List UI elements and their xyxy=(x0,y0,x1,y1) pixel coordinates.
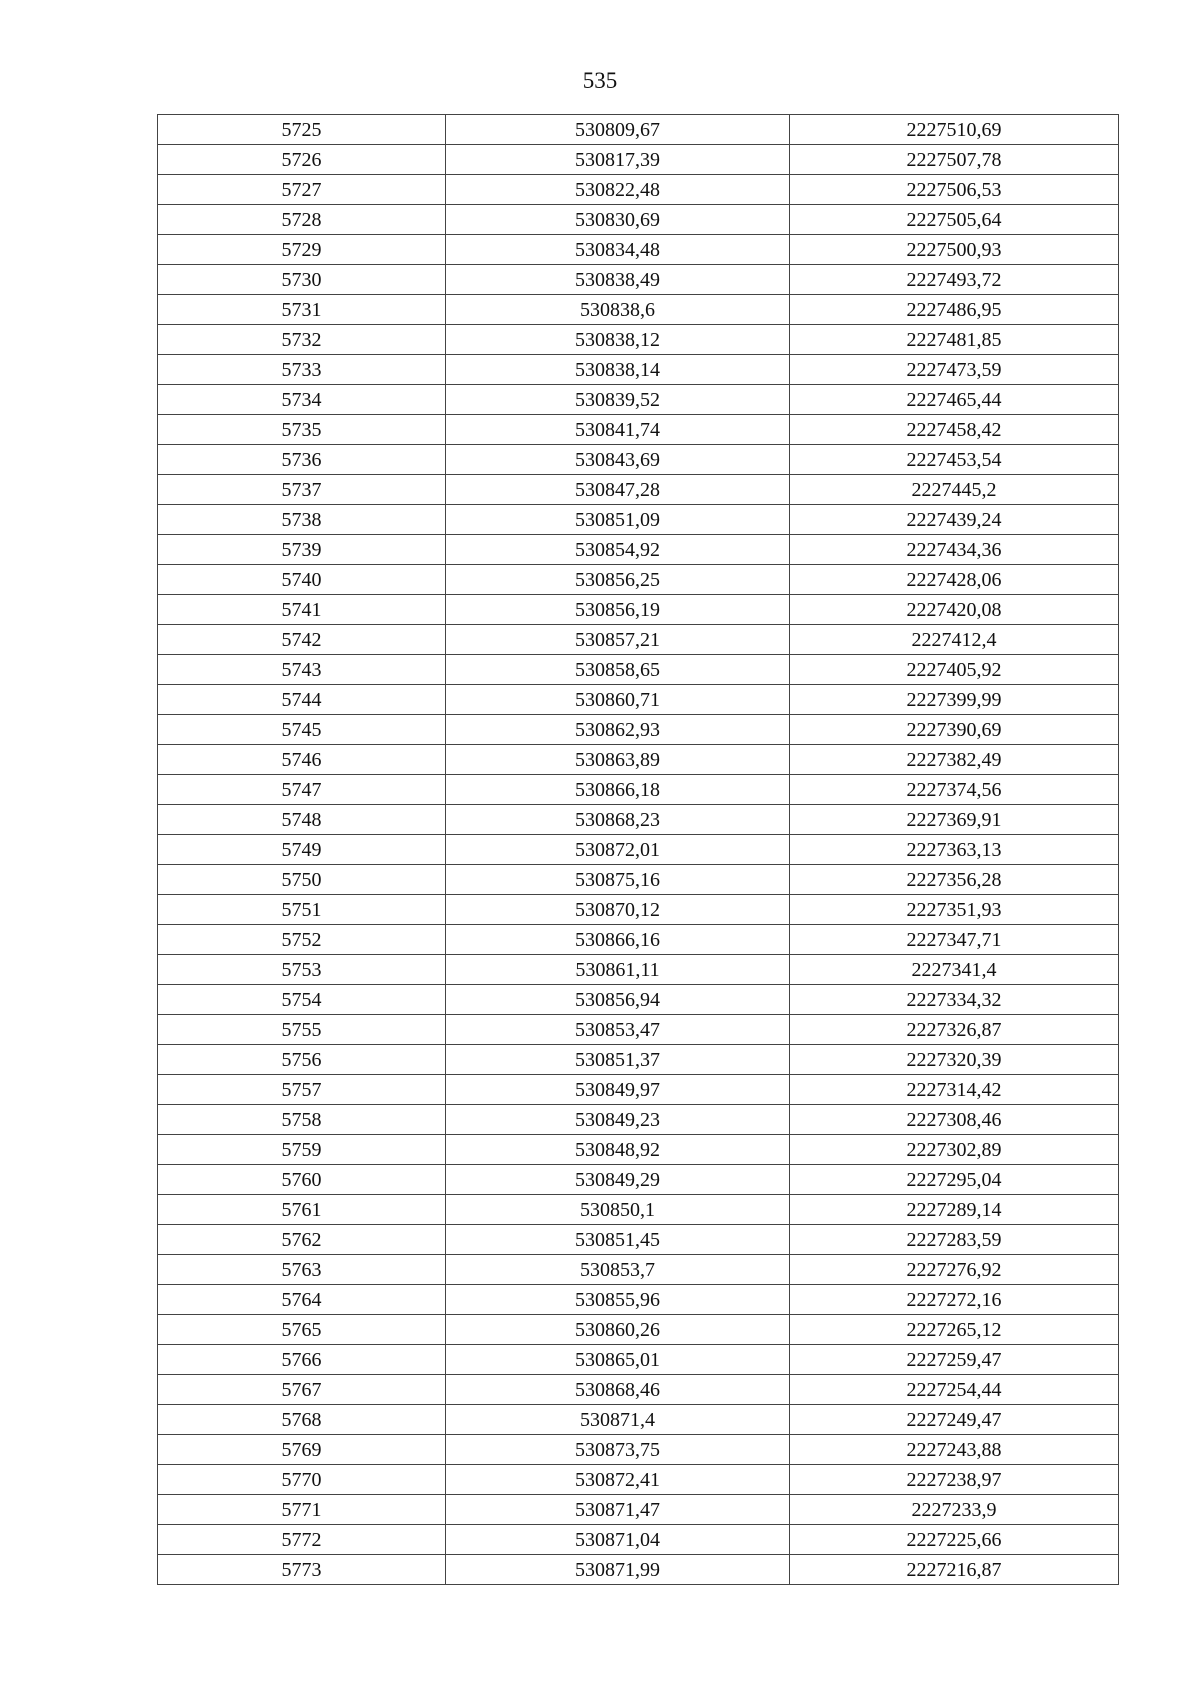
x-coordinate-cell: 530851,09 xyxy=(446,505,790,535)
point-number-cell: 5732 xyxy=(158,325,446,355)
point-number-cell: 5748 xyxy=(158,805,446,835)
x-coordinate-cell: 530834,48 xyxy=(446,235,790,265)
y-coordinate-cell: 2227347,71 xyxy=(790,925,1119,955)
point-number-cell: 5755 xyxy=(158,1015,446,1045)
point-number-cell: 5735 xyxy=(158,415,446,445)
table-row xyxy=(158,1315,1119,1345)
table-row xyxy=(158,655,1119,685)
y-coordinate-cell: 2227216,87 xyxy=(790,1555,1119,1585)
table-row xyxy=(158,325,1119,355)
y-coordinate-cell: 2227420,08 xyxy=(790,595,1119,625)
y-coordinate-cell: 2227505,64 xyxy=(790,205,1119,235)
x-coordinate-cell: 530817,39 xyxy=(446,145,790,175)
table-row xyxy=(158,1195,1119,1225)
table-row xyxy=(158,415,1119,445)
table-row xyxy=(158,505,1119,535)
coordinates-table xyxy=(157,114,1119,1585)
y-coordinate-cell: 2227458,42 xyxy=(790,415,1119,445)
x-coordinate-cell: 530849,23 xyxy=(446,1105,790,1135)
y-coordinate-cell: 2227243,88 xyxy=(790,1435,1119,1465)
point-number-cell: 5727 xyxy=(158,175,446,205)
y-coordinate-cell: 2227289,14 xyxy=(790,1195,1119,1225)
table-row xyxy=(158,955,1119,985)
point-number-cell: 5764 xyxy=(158,1285,446,1315)
y-coordinate-cell: 2227249,47 xyxy=(790,1405,1119,1435)
point-number-cell: 5733 xyxy=(158,355,446,385)
x-coordinate-cell: 530871,4 xyxy=(446,1405,790,1435)
point-number-cell: 5737 xyxy=(158,475,446,505)
y-coordinate-cell: 2227295,04 xyxy=(790,1165,1119,1195)
y-coordinate-cell: 2227382,49 xyxy=(790,745,1119,775)
y-coordinate-cell: 2227445,2 xyxy=(790,475,1119,505)
point-number-cell: 5738 xyxy=(158,505,446,535)
table-row xyxy=(158,1285,1119,1315)
x-coordinate-cell: 530873,75 xyxy=(446,1435,790,1465)
table-row xyxy=(158,535,1119,565)
point-number-cell: 5761 xyxy=(158,1195,446,1225)
y-coordinate-cell: 2227302,89 xyxy=(790,1135,1119,1165)
table-row xyxy=(158,595,1119,625)
point-number-cell: 5739 xyxy=(158,535,446,565)
point-number-cell: 5762 xyxy=(158,1225,446,1255)
y-coordinate-cell: 2227453,54 xyxy=(790,445,1119,475)
x-coordinate-cell: 530809,67 xyxy=(446,115,790,145)
y-coordinate-cell: 2227259,47 xyxy=(790,1345,1119,1375)
x-coordinate-cell: 530853,7 xyxy=(446,1255,790,1285)
y-coordinate-cell: 2227506,53 xyxy=(790,175,1119,205)
y-coordinate-cell: 2227486,95 xyxy=(790,295,1119,325)
y-coordinate-cell: 2227481,85 xyxy=(790,325,1119,355)
x-coordinate-cell: 530863,89 xyxy=(446,745,790,775)
point-number-cell: 5741 xyxy=(158,595,446,625)
point-number-cell: 5750 xyxy=(158,865,446,895)
x-coordinate-cell: 530860,26 xyxy=(446,1315,790,1345)
point-number-cell: 5728 xyxy=(158,205,446,235)
point-number-cell: 5766 xyxy=(158,1345,446,1375)
table-row xyxy=(158,115,1119,145)
point-number-cell: 5740 xyxy=(158,565,446,595)
table-row xyxy=(158,145,1119,175)
point-number-cell: 5773 xyxy=(158,1555,446,1585)
table-row xyxy=(158,1525,1119,1555)
y-coordinate-cell: 2227473,59 xyxy=(790,355,1119,385)
table-row xyxy=(158,835,1119,865)
x-coordinate-cell: 530841,74 xyxy=(446,415,790,445)
y-coordinate-cell: 2227500,93 xyxy=(790,235,1119,265)
point-number-cell: 5756 xyxy=(158,1045,446,1075)
page-number: 535 xyxy=(582,68,618,93)
y-coordinate-cell: 2227341,4 xyxy=(790,955,1119,985)
table-row xyxy=(158,1465,1119,1495)
y-coordinate-cell: 2227326,87 xyxy=(790,1015,1119,1045)
point-number-cell: 5771 xyxy=(158,1495,446,1525)
x-coordinate-cell: 530871,47 xyxy=(446,1495,790,1525)
point-number-cell: 5745 xyxy=(158,715,446,745)
point-number-cell: 5752 xyxy=(158,925,446,955)
table-row xyxy=(158,1255,1119,1285)
table-row xyxy=(158,1225,1119,1255)
table-row xyxy=(158,1375,1119,1405)
point-number-cell: 5765 xyxy=(158,1315,446,1345)
x-coordinate-cell: 530847,28 xyxy=(446,475,790,505)
table-row xyxy=(158,805,1119,835)
y-coordinate-cell: 2227412,4 xyxy=(790,625,1119,655)
y-coordinate-cell: 2227390,69 xyxy=(790,715,1119,745)
x-coordinate-cell: 530871,04 xyxy=(446,1525,790,1555)
x-coordinate-cell: 530868,23 xyxy=(446,805,790,835)
x-coordinate-cell: 530856,25 xyxy=(446,565,790,595)
y-coordinate-cell: 2227363,13 xyxy=(790,835,1119,865)
x-coordinate-cell: 530875,16 xyxy=(446,865,790,895)
y-coordinate-cell: 2227308,46 xyxy=(790,1105,1119,1135)
table-row xyxy=(158,1105,1119,1135)
y-coordinate-cell: 2227374,56 xyxy=(790,775,1119,805)
point-number-cell: 5749 xyxy=(158,835,446,865)
table-row xyxy=(158,1435,1119,1465)
table-row xyxy=(158,1075,1119,1105)
x-coordinate-cell: 530866,16 xyxy=(446,925,790,955)
table-row xyxy=(158,685,1119,715)
table-row xyxy=(158,205,1119,235)
table-row xyxy=(158,745,1119,775)
x-coordinate-cell: 530838,12 xyxy=(446,325,790,355)
y-coordinate-cell: 2227334,32 xyxy=(790,985,1119,1015)
point-number-cell: 5742 xyxy=(158,625,446,655)
table-row xyxy=(158,1015,1119,1045)
y-coordinate-cell: 2227314,42 xyxy=(790,1075,1119,1105)
y-coordinate-cell: 2227320,39 xyxy=(790,1045,1119,1075)
x-coordinate-cell: 530854,92 xyxy=(446,535,790,565)
x-coordinate-cell: 530851,45 xyxy=(446,1225,790,1255)
table-row xyxy=(158,1165,1119,1195)
y-coordinate-cell: 2227283,59 xyxy=(790,1225,1119,1255)
x-coordinate-cell: 530822,48 xyxy=(446,175,790,205)
y-coordinate-cell: 2227465,44 xyxy=(790,385,1119,415)
point-number-cell: 5767 xyxy=(158,1375,446,1405)
table-row xyxy=(158,1555,1119,1585)
table-row xyxy=(158,985,1119,1015)
table-row xyxy=(158,1345,1119,1375)
coordinates-table-body xyxy=(158,115,1119,1585)
x-coordinate-cell: 530838,49 xyxy=(446,265,790,295)
table-row xyxy=(158,1405,1119,1435)
x-coordinate-cell: 530870,12 xyxy=(446,895,790,925)
x-coordinate-cell: 530857,21 xyxy=(446,625,790,655)
point-number-cell: 5743 xyxy=(158,655,446,685)
y-coordinate-cell: 2227399,99 xyxy=(790,685,1119,715)
x-coordinate-cell: 530865,01 xyxy=(446,1345,790,1375)
x-coordinate-cell: 530868,46 xyxy=(446,1375,790,1405)
point-number-cell: 5760 xyxy=(158,1165,446,1195)
point-number-cell: 5744 xyxy=(158,685,446,715)
point-number-cell: 5772 xyxy=(158,1525,446,1555)
table-row xyxy=(158,265,1119,295)
y-coordinate-cell: 2227428,06 xyxy=(790,565,1119,595)
y-coordinate-cell: 2227439,24 xyxy=(790,505,1119,535)
point-number-cell: 5758 xyxy=(158,1105,446,1135)
x-coordinate-cell: 530851,37 xyxy=(446,1045,790,1075)
y-coordinate-cell: 2227254,44 xyxy=(790,1375,1119,1405)
y-coordinate-cell: 2227510,69 xyxy=(790,115,1119,145)
point-number-cell: 5726 xyxy=(158,145,446,175)
y-coordinate-cell: 2227276,92 xyxy=(790,1255,1119,1285)
table-row xyxy=(158,925,1119,955)
point-number-cell: 5769 xyxy=(158,1435,446,1465)
table-row xyxy=(158,445,1119,475)
point-number-cell: 5731 xyxy=(158,295,446,325)
point-number-cell: 5736 xyxy=(158,445,446,475)
point-number-cell: 5725 xyxy=(158,115,446,145)
y-coordinate-cell: 2227233,9 xyxy=(790,1495,1119,1525)
x-coordinate-cell: 530849,97 xyxy=(446,1075,790,1105)
y-coordinate-cell: 2227351,93 xyxy=(790,895,1119,925)
point-number-cell: 5754 xyxy=(158,985,446,1015)
x-coordinate-cell: 530862,93 xyxy=(446,715,790,745)
table-row xyxy=(158,1045,1119,1075)
point-number-cell: 5730 xyxy=(158,265,446,295)
point-number-cell: 5751 xyxy=(158,895,446,925)
point-number-cell: 5746 xyxy=(158,745,446,775)
x-coordinate-cell: 530838,14 xyxy=(446,355,790,385)
x-coordinate-cell: 530855,96 xyxy=(446,1285,790,1315)
point-number-cell: 5763 xyxy=(158,1255,446,1285)
x-coordinate-cell: 530856,19 xyxy=(446,595,790,625)
x-coordinate-cell: 530871,99 xyxy=(446,1555,790,1585)
table-row xyxy=(158,355,1119,385)
y-coordinate-cell: 2227265,12 xyxy=(790,1315,1119,1345)
table-row xyxy=(158,775,1119,805)
x-coordinate-cell: 530856,94 xyxy=(446,985,790,1015)
y-coordinate-cell: 2227405,92 xyxy=(790,655,1119,685)
x-coordinate-cell: 530872,01 xyxy=(446,835,790,865)
table-row xyxy=(158,295,1119,325)
point-number-cell: 5734 xyxy=(158,385,446,415)
y-coordinate-cell: 2227493,72 xyxy=(790,265,1119,295)
point-number-cell: 5768 xyxy=(158,1405,446,1435)
point-number-cell: 5753 xyxy=(158,955,446,985)
x-coordinate-cell: 530866,18 xyxy=(446,775,790,805)
point-number-cell: 5729 xyxy=(158,235,446,265)
table-row xyxy=(158,475,1119,505)
point-number-cell: 5759 xyxy=(158,1135,446,1165)
table-row xyxy=(158,175,1119,205)
table-row xyxy=(158,235,1119,265)
table-row xyxy=(158,895,1119,925)
table-row xyxy=(158,865,1119,895)
x-coordinate-cell: 530849,29 xyxy=(446,1165,790,1195)
x-coordinate-cell: 530848,92 xyxy=(446,1135,790,1165)
point-number-cell: 5747 xyxy=(158,775,446,805)
x-coordinate-cell: 530830,69 xyxy=(446,205,790,235)
y-coordinate-cell: 2227369,91 xyxy=(790,805,1119,835)
y-coordinate-cell: 2227356,28 xyxy=(790,865,1119,895)
x-coordinate-cell: 530839,52 xyxy=(446,385,790,415)
x-coordinate-cell: 530858,65 xyxy=(446,655,790,685)
x-coordinate-cell: 530860,71 xyxy=(446,685,790,715)
x-coordinate-cell: 530843,69 xyxy=(446,445,790,475)
table-row xyxy=(158,565,1119,595)
y-coordinate-cell: 2227507,78 xyxy=(790,145,1119,175)
x-coordinate-cell: 530861,11 xyxy=(446,955,790,985)
point-number-cell: 5757 xyxy=(158,1075,446,1105)
x-coordinate-cell: 530838,6 xyxy=(446,295,790,325)
y-coordinate-cell: 2227225,66 xyxy=(790,1525,1119,1555)
x-coordinate-cell: 530872,41 xyxy=(446,1465,790,1495)
y-coordinate-cell: 2227434,36 xyxy=(790,535,1119,565)
table-row xyxy=(158,1135,1119,1165)
table-row xyxy=(158,1495,1119,1525)
x-coordinate-cell: 530853,47 xyxy=(446,1015,790,1045)
table-row xyxy=(158,715,1119,745)
point-number-cell: 5770 xyxy=(158,1465,446,1495)
x-coordinate-cell: 530850,1 xyxy=(446,1195,790,1225)
table-row xyxy=(158,625,1119,655)
y-coordinate-cell: 2227238,97 xyxy=(790,1465,1119,1495)
y-coordinate-cell: 2227272,16 xyxy=(790,1285,1119,1315)
table-row xyxy=(158,385,1119,415)
